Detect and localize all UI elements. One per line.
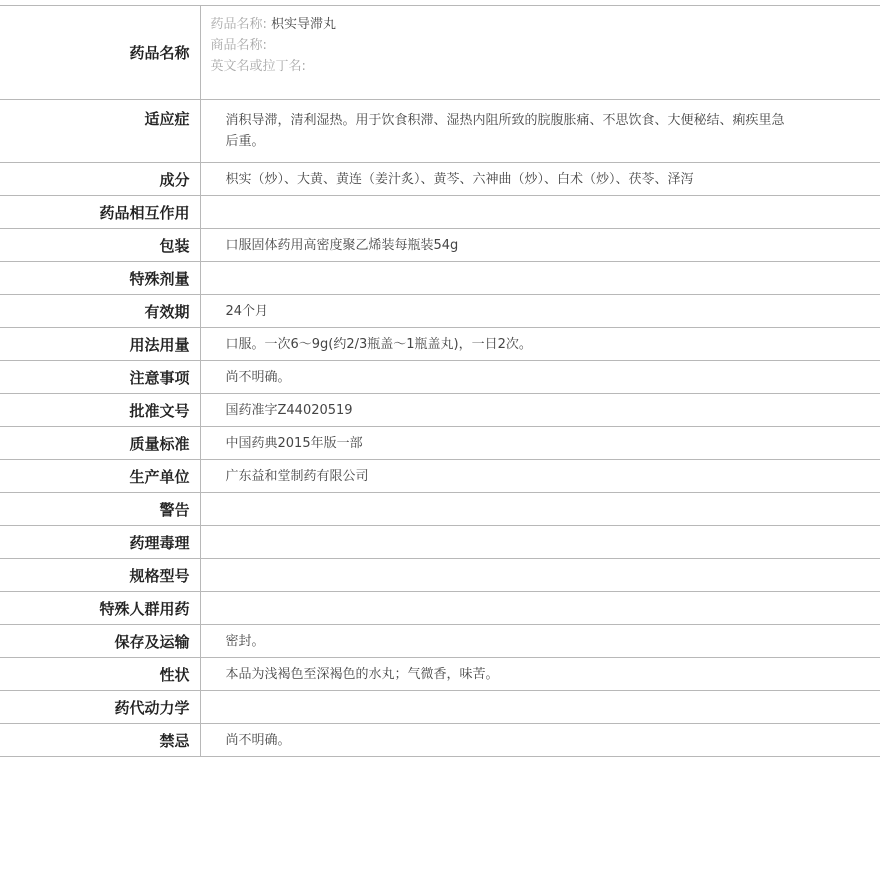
english-name-key: 英文名或拉丁名:	[210, 59, 306, 74]
row-label: 批准文号	[0, 394, 200, 427]
row-specification	[0, 559, 880, 592]
row-value: 密封。	[200, 625, 880, 658]
row-label: 质量标准	[0, 427, 200, 460]
trade-name-line	[211, 35, 871, 56]
row-value: 口服固体药用高密度聚乙烯装每瓶装54g	[200, 229, 880, 262]
row-value	[200, 196, 880, 229]
row-special-dosage	[0, 262, 880, 295]
row-packaging	[0, 229, 880, 262]
row-value	[200, 559, 880, 592]
row-interactions	[0, 196, 880, 229]
row-description	[0, 658, 880, 691]
row-label: 药品相互作用	[0, 196, 200, 229]
row-value	[200, 262, 880, 295]
row-label: 有效期	[0, 295, 200, 328]
row-value: 24个月	[200, 295, 880, 328]
row-value	[200, 691, 880, 724]
row-value: 尚不明确。	[200, 724, 880, 757]
row-label: 适应症	[0, 100, 200, 163]
row-value	[200, 592, 880, 625]
drug-info-table	[0, 5, 880, 757]
row-label: 规格型号	[0, 559, 200, 592]
row-label: 药理毒理	[0, 526, 200, 559]
row-value: 尚不明确。	[200, 361, 880, 394]
row-value: 广东益和堂制药有限公司	[200, 460, 880, 493]
generic-name-value: 枳实导滞丸	[271, 17, 337, 32]
row-ingredients	[0, 163, 880, 196]
row-value: 口服。一次6～9g(约2/3瓶盖～1瓶盖丸)，一日2次。	[200, 328, 880, 361]
row-indication	[0, 100, 880, 163]
row-label: 特殊人群用药	[0, 592, 200, 625]
row-value: 国药准字Z44020519	[200, 394, 880, 427]
row-value: 消积导滞，清利湿热。用于饮食积滞、湿热内阻所致的脘腹胀痛、不思饮食、大便秘结、痢疾里急后重。	[200, 100, 880, 163]
row-label: 性状	[0, 658, 200, 691]
row-value	[200, 526, 880, 559]
row-dosage	[0, 328, 880, 361]
row-pharmacokinetics	[0, 691, 880, 724]
row-storage	[0, 625, 880, 658]
row-label: 生产单位	[0, 460, 200, 493]
english-name-line	[211, 56, 871, 77]
row-shelf-life	[0, 295, 880, 328]
row-label: 禁忌	[0, 724, 200, 757]
row-label: 特殊剂量	[0, 262, 200, 295]
row-warning	[0, 493, 880, 526]
row-drug-name	[0, 6, 880, 100]
row-value: 本品为浅褐色至深褐色的水丸；气微香，味苦。	[200, 658, 880, 691]
row-contraindications	[0, 724, 880, 757]
row-approval-number	[0, 394, 880, 427]
row-value: 中国药典2015年版一部	[200, 427, 880, 460]
row-label: 药代动力学	[0, 691, 200, 724]
row-manufacturer	[0, 460, 880, 493]
row-label: 成分	[0, 163, 200, 196]
row-label: 用法用量	[0, 328, 200, 361]
row-special-populations	[0, 592, 880, 625]
row-label: 药品名称	[0, 6, 200, 100]
generic-name-line	[211, 14, 871, 35]
row-label: 保存及运输	[0, 625, 200, 658]
row-precautions	[0, 361, 880, 394]
row-label: 包装	[0, 229, 200, 262]
row-value	[200, 493, 880, 526]
row-quality-standard	[0, 427, 880, 460]
row-label: 警告	[0, 493, 200, 526]
row-label: 注意事项	[0, 361, 200, 394]
row-value: 枳实（炒）、大黄、黄连（姜汁炙）、黄芩、六神曲（炒）、白术（炒）、茯苓、泽泻	[200, 163, 880, 196]
row-pharmacology	[0, 526, 880, 559]
drug-name-details	[200, 6, 880, 100]
trade-name-key: 商品名称:	[210, 38, 267, 53]
generic-name-key: 药品名称:	[210, 17, 267, 32]
